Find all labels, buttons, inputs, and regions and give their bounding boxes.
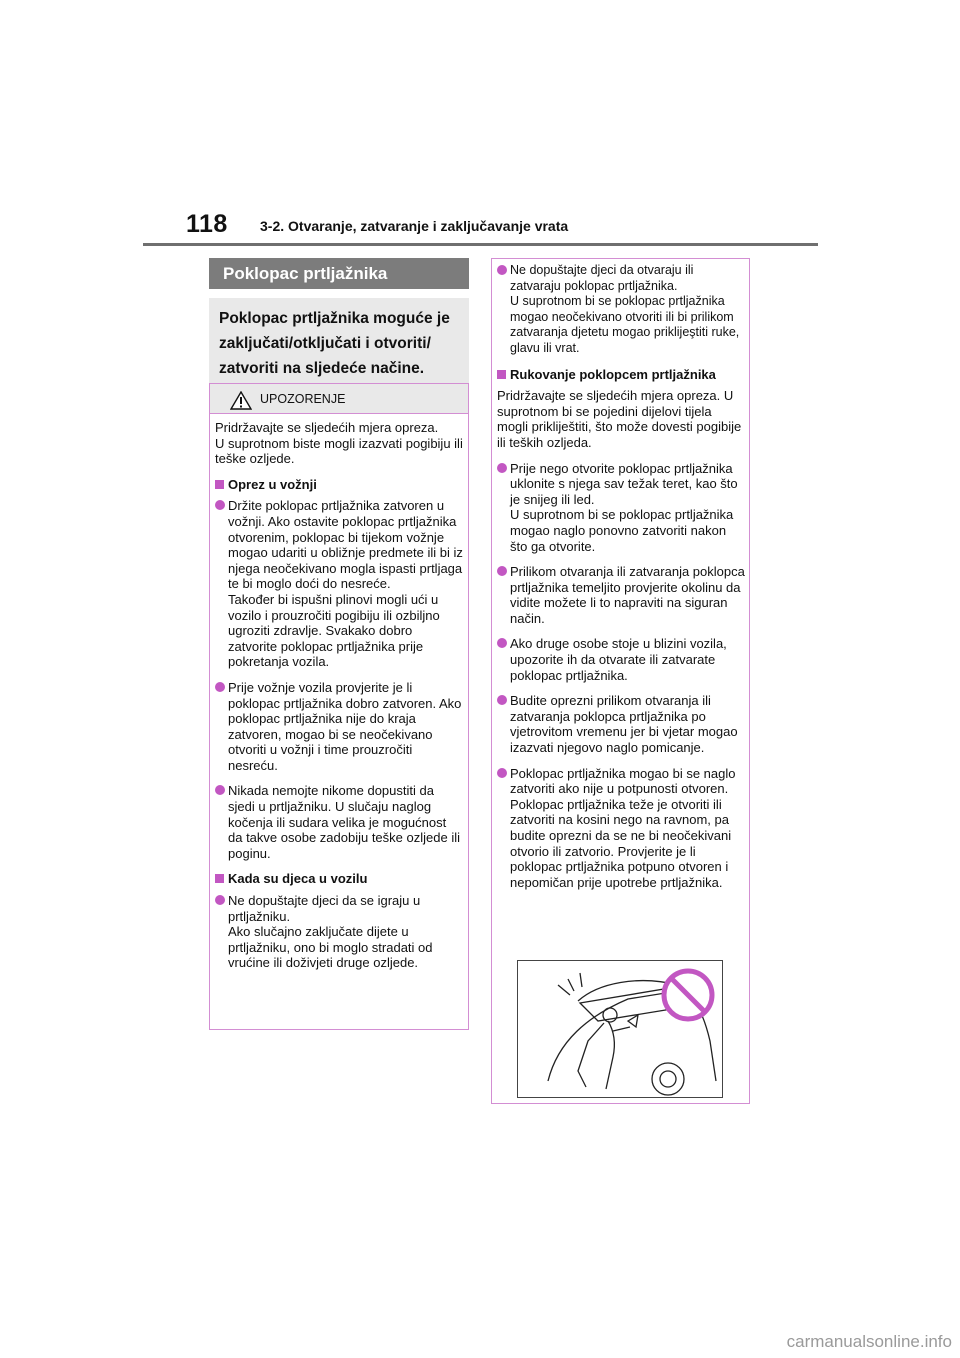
trunk-illustration [517,960,723,1098]
list-item: Budite oprezni prilikom otvaranja ili zatvaranja poklopca prtljažnika po vjetrovitom vremenu jer bi vjetar mogao izazvati njegovo naglo pomicanje. [497,693,745,755]
round-bullet-icon [497,463,507,473]
list-item: Ne dopuštajte djeci da se igraju u prtljažniku. Ako slučajno zaključate dijete u prtljažniku, ono bi moglo stradati od vrućine ili doživjeti druge ozljede. [215,893,464,971]
round-bullet-icon [497,695,507,705]
warning-title: UPOZORENJE [260,392,346,406]
sub-heading: Oprez u vožnji [215,477,464,493]
sub-heading: Kada su djeca u vozilu [215,871,464,887]
warning-content-left [210,414,468,971]
round-bullet-icon [497,638,507,648]
warning-box [209,383,469,1030]
warning-intro: Pridržavajte se sljedećih mjera opreza. U suprotnom biste mogli izazvati pogibiju ili teške ozljede. [215,420,463,467]
square-bullet-icon [215,874,224,883]
handling-intro: Pridržavajte se sljedećih mjera opreza. U suprotnom bi se pojedini dijelovi tijela mogli prikliještiti, što može dovesti pogibije ili teških ozljeda. [497,388,742,450]
warning-icon [230,391,252,410]
watermark: carmanualsonline.info [786,1332,952,1351]
list-item: Poklopac prtljažnika mogao bi se naglo zatvoriti ako nije u potpunosti otvoren. Poklopac prtljažnika teže je otvoriti ili zatvoriti na kosini nego na ravnom, pa budite oprezni da se ne bi neočekivani otvorio ili zatvorio. Provjerite je li poklopac prtljažnika potpuno otvoren i nepomičan prije upotrebe prtljažnika. [497,766,745,891]
list-item: Prije vožnje vozila provjerite je li poklopac prtljažnika dobro zatvoren. Ako poklopac prtljažnika nije do kraja zatvoren, mogao bi se neočekivano otvoriti u vožnji i time prouzročiti nesreću. [215,680,464,774]
header-rule [143,243,818,246]
list-item: Prilikom otvaranja ili zatvaranja poklopca prtljažnika temeljito provjerite okolinu da vidite možete li to napraviti na siguran način. [497,564,745,626]
chapter-title: 3-2. Otvaranje, zatvaranje i zaključavanje vrata [260,218,569,234]
list-item: Držite poklopac prtljažnika zatvoren u vožnji. Ako ostavite poklopac prtljažnika otvorenim, poklopac bi tijekom vožnje mogao udariti u obližnje predmete ili bi iz njega neočekivano mogla ispasti prtljaga te bi moglo doći do nesreće. Također bi ispušni plinovi mogli ući u vozilo i prouzročiti pogibiju ili ozbiljno ugroziti zdravlje. Svakako dobro zatvorite poklopac prtljažnika prije pokretanja vozila. [215,498,464,670]
round-bullet-icon [215,500,225,510]
section-title: Poklopac prtljažnika [209,258,469,289]
round-bullet-icon [497,768,507,778]
round-bullet-icon [215,785,225,795]
car-trunk-drawing [518,961,722,1097]
list-item: Prije nego otvorite poklopac prtljažnika uklonite s njega sav težak teret, kao što je snijeg ili led. U suprotnom bi se poklopac prtljažnika mogao naglo ponovno zatvoriti nakon što ga otvorite. [497,461,745,555]
square-bullet-icon [497,370,506,379]
sub-heading: Rukovanje poklopcem prtljažnika [497,367,745,383]
round-bullet-icon [215,682,225,692]
warning-content-right [492,259,749,890]
warning-header [210,384,468,414]
round-bullet-icon [497,265,507,275]
square-bullet-icon [215,480,224,489]
round-bullet-icon [497,566,507,576]
left-column [209,258,469,389]
page-number: 118 [186,210,228,238]
list-item: Nikada nemojte nikome dopustiti da sjedi u prtljažniku. U slučaju naglog kočenja ili sudara velika je mogućnost da takve osobe zadobiju teške ozljede ili poginu. [215,783,464,861]
list-item: Ne dopuštajte djeci da otvaraju ili zatvaraju poklopac prtljažnika. U suprotnom bi se poklopac prtljažnika mogao neočekivano otvoriti ili bi prilikom zatvaranja djetetu mogao priklijeştiti ruke, glavu ili vrat. [497,263,745,357]
round-bullet-icon [215,895,225,905]
list-item: Ako druge osobe stoje u blizini vozila, upozorite ih da otvarate ili zatvarate poklopac prtljažnika. [497,636,745,683]
section-intro: Poklopac prtljažnika moguće je zaključati/otključati i otvoriti/ zatvoriti na sljedeće načine. [209,298,469,389]
